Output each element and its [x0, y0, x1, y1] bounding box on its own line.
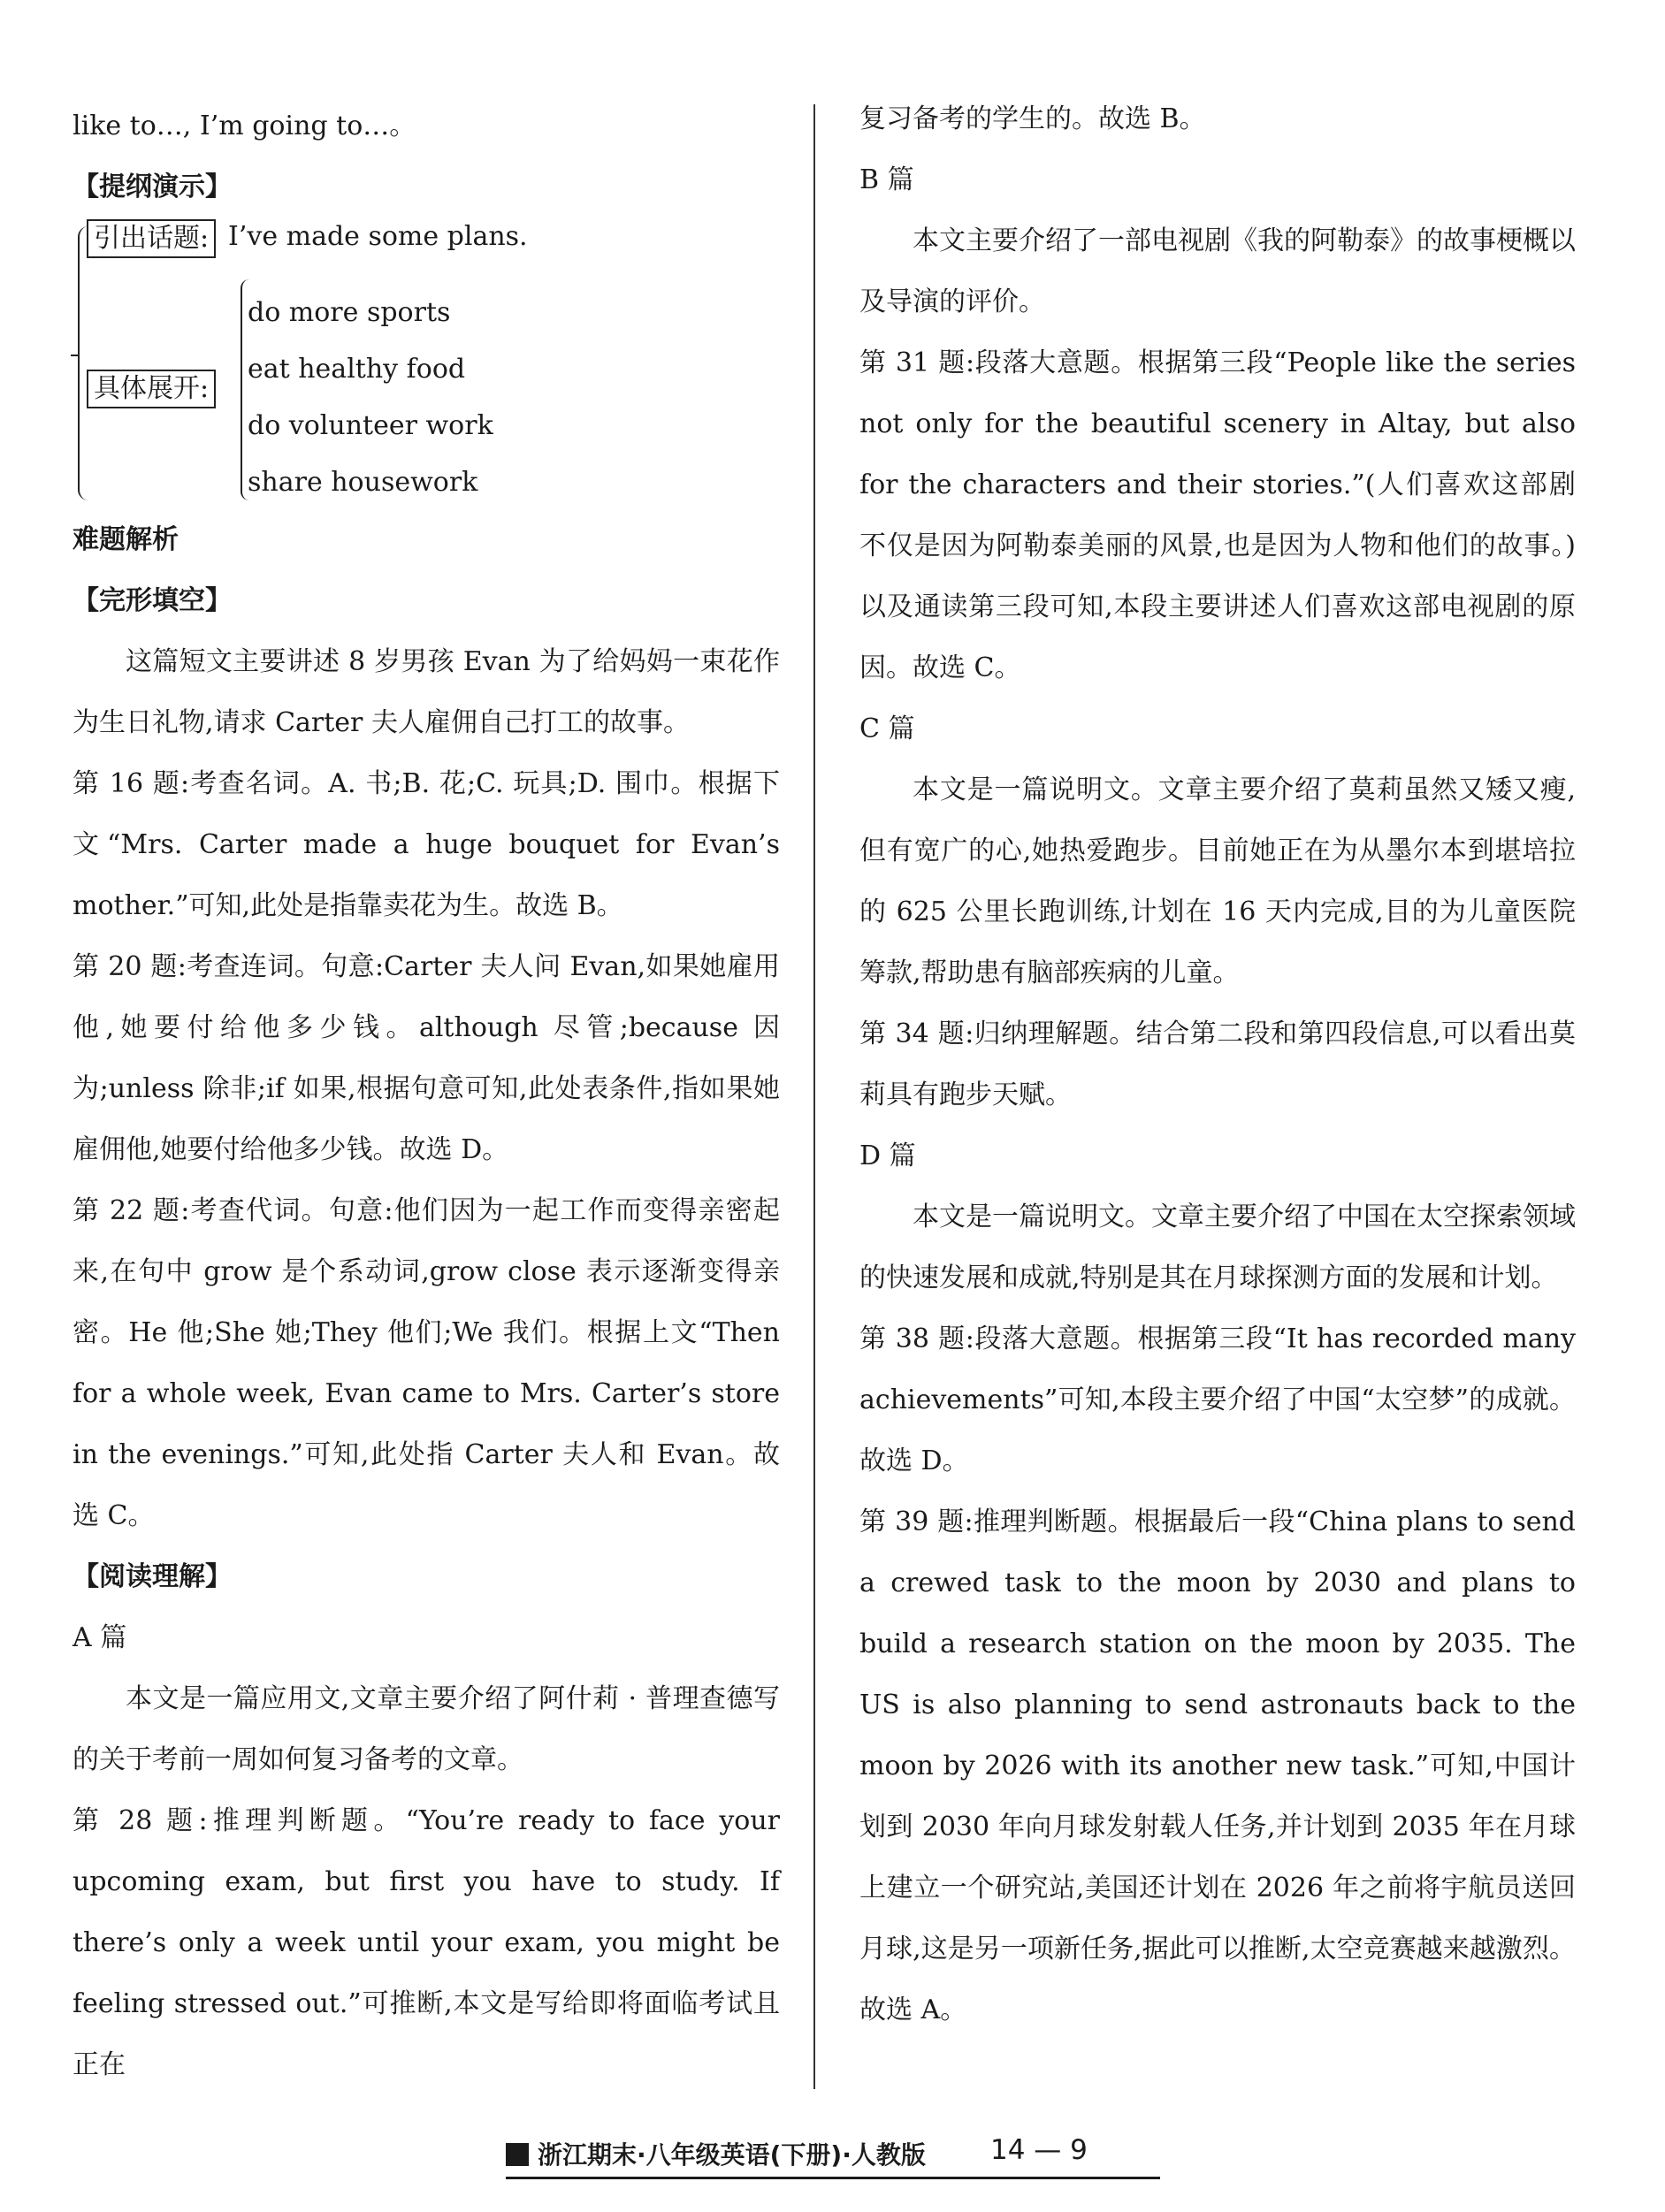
page-footer [506, 2132, 1160, 2182]
passage-d-title: D 篇 [859, 1140, 916, 1171]
footer-rule [506, 2177, 1160, 2179]
intro-line: like to…, I’m going to…。 [73, 111, 416, 141]
answer-q34: 第 34 题:归纳理解题。结合第二段和第四段信息,可以看出莫莉具有跑步天赋。 [859, 1018, 1576, 1110]
passage-c-title: C 篇 [859, 713, 915, 744]
outline-item: eat healthy food [248, 354, 466, 385]
answer-q39: 第 39 题:推理判断题。根据最后一段“China plans to send a crewed task to the moon by 2030 and plans to build a research station on the moon by 2035. The US is also planning to send astronauts back to the moon by 2026 with its another new task.”可知,中国计划到 2030 年向月球发射载人任务,并计划到 2035 年在月球上建立一个研究站,美国还计划在 2026 年之前将宇航员送回月球,这是另一项新任务,据此可以推断,太空竞赛越来越激烈。故选 A。 [859, 1506, 1576, 2025]
page-number: 14 — 9 [990, 2134, 1088, 2166]
passage-c-intro: 本文是一篇说明文。文章主要介绍了莫莉虽然又矮又瘦,但有宽广的心,她热爱跑步。目前她正在为从墨尔本到堪培拉的 625 公里长跑训练,计划在 16 天内完成,目的为儿童医院筹款,帮助患有脑部疾病的儿童。 [859, 774, 1576, 988]
passage-b-intro: 本文主要介绍了一部电视剧《我的阿勒泰》的故事梗概以及导演的评价。 [859, 225, 1576, 317]
reading-heading: 【阅读理解】 [73, 1561, 232, 1592]
answer-q28: 第 28 题:推理判断题。“You’re ready to face your upcoming exam, but first you have to study. If there’s only a week until your exam, you might be feeling stressed out.”可推断,本文是写给即将面临考试且正在 [73, 1805, 780, 2080]
passage-a-intro: 本文是一篇应用文,文章主要介绍了阿什莉 · 普理查德写的关于考前一周如何复习备考的文章。 [73, 1683, 780, 1775]
column-divider [813, 104, 815, 2089]
answer-q31: 第 31 题:段落大意题。根据第三段“People like the series not only for the beautiful scenery in Altay, but also for the characters and their stories.”(人们喜欢这部剧不仅是因为阿勒泰美丽的风景,也是因为人物和他们的故事。)以及通读第三段可知,本段主要讲述人们喜欢这部电视剧的原因。故选 C。 [859, 347, 1576, 683]
outline-item: do volunteer work [248, 410, 493, 441]
cloze-intro: 这篇短文主要讲述 8 岁男孩 Evan 为了给妈妈一束花作为生日礼物,请求 Carter 夫人雇佣自己打工的故事。 [73, 646, 780, 738]
outline-topic-text: I’ve made some plans. [228, 221, 528, 252]
answer-q22: 第 22 题:考查代词。句意:他们因为一起工作而变得亲密起来,在句中 grow 是个系动词,grow close 表示逐渐变得亲密。He 他;She 她;They 他们;We 我们。根据上文“Then for a whole week, Evan came to Mrs. Carter’s store in the evenings.”可知,此处指 Carter 夫人和 Evan。故选 C。 [73, 1195, 780, 1531]
outline-heading: 【提纲演示】 [73, 172, 232, 202]
answer-q38: 第 38 题:段落大意题。根据第三段“It has recorded many achievements”可知,本段主要介绍了中国“太空梦”的成就。故选 D。 [859, 1323, 1576, 1476]
outline-main-brace [78, 226, 99, 500]
footer-square-icon [506, 2143, 529, 2166]
section-title: 难题解析 [73, 524, 179, 555]
answer-q16: 第 16 题:考查名词。A. 书;B. 花;C. 玩具;D. 围巾。根据下文“Mrs. Carter made a huge bouquet for Evan’s mother.”可知,此处是指靠卖花为生。故选 B。 [73, 768, 780, 921]
passage-d-intro: 本文是一篇说明文。文章主要介绍了中国在太空探索领域的快速发展和成就,特别是其在月球探测方面的发展和计划。 [859, 1201, 1576, 1293]
answer-q20: 第 20 题:考查连词。句意:Carter 夫人问 Evan,如果她雇用他,她要付给他多少钱。although 尽管;because 因为;unless 除非;if 如果,根据句意可知,此处表条件,指如果她雇佣他,她要付给他多少钱。故选 D。 [73, 951, 780, 1165]
outline-expand-label: 具体展开: [87, 370, 216, 408]
cloze-heading: 【完形填空】 [73, 585, 232, 616]
passage-a-title: A 篇 [73, 1622, 127, 1653]
outline-item: do more sports [248, 297, 451, 328]
outline-item: share housework [248, 467, 478, 498]
answer-q28-continued: 复习备考的学生的。故选 B。 [859, 103, 1206, 134]
outline-diagram [73, 217, 780, 509]
outline-topic-label: 引出话题: [87, 219, 216, 258]
footer-title: 浙江期末·八年级英语(下册)·人教版 [538, 2140, 926, 2170]
right-column [859, 88, 1576, 2040]
passage-b-title: B 篇 [859, 164, 914, 195]
left-column [73, 95, 780, 2095]
